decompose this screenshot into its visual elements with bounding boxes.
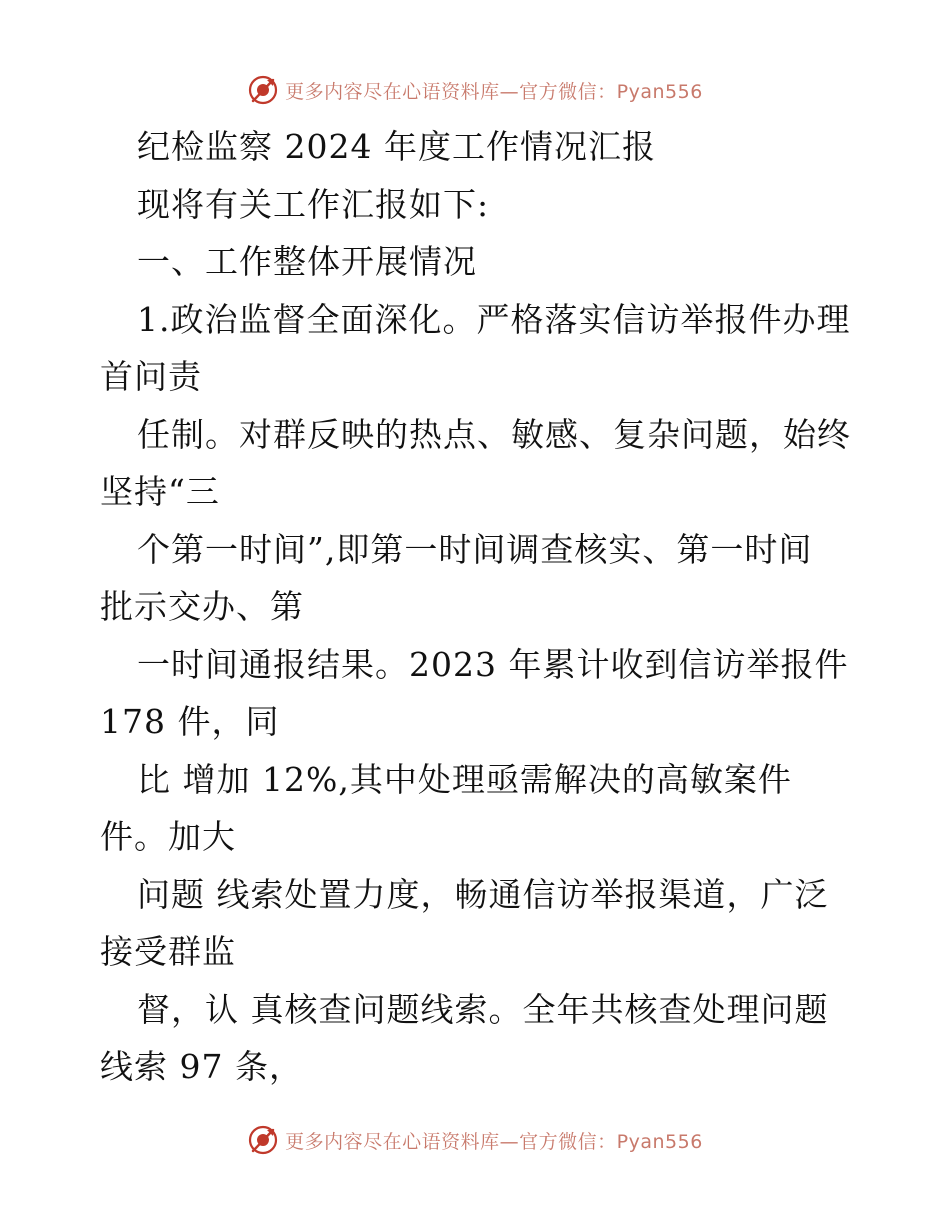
document-body xyxy=(100,118,860,1096)
text-line: 比 增加 12%,其中处理亟需解决的高敏案件 xyxy=(137,759,792,799)
header-watermark xyxy=(0,70,950,110)
text-line: 问题 线索处置力度，畅通信访举报渠道，广泛 xyxy=(137,874,829,914)
quill-logo-icon xyxy=(247,74,279,106)
text-line: 178 件，同 xyxy=(100,702,280,741)
text-line: 线索 97 条， xyxy=(100,1047,303,1086)
text-line: 1.政治监督全面深化。严格落实信访举报件办理 xyxy=(137,299,851,339)
text-line: 督，认 真核查问题线索。全年共核查处理问题 xyxy=(137,989,829,1029)
watermark-text: 更多内容尽在心语资料库—官方微信：Pyan556 xyxy=(285,1130,703,1153)
text-line: 一时间通报结果。2023 年累计收到信访举报件 xyxy=(137,644,849,684)
text-line: 现将有关工作汇报如下: xyxy=(137,184,490,224)
text-line: 任制。对群反映的热点、敏感、复杂问题，始终 xyxy=(137,414,851,454)
section-heading: 一、工作整体开展情况 xyxy=(137,242,477,281)
watermark-text: 更多内容尽在心语资料库—官方微信：Pyan556 xyxy=(285,80,703,103)
text-line: 坚持“三 xyxy=(100,472,220,511)
document-title: 纪检监察 2024 年度工作情况汇报 xyxy=(137,127,656,166)
text-line: 个第一时间”,即第一时间调查核实、第一时间 xyxy=(137,529,813,569)
text-line: 接受群监 xyxy=(100,932,236,971)
quill-logo-icon xyxy=(247,1124,279,1156)
text-line: 首问责 xyxy=(100,357,202,396)
text-line: 批示交办、第 xyxy=(100,587,304,626)
text-line: 件。加大 xyxy=(100,817,236,856)
footer-watermark xyxy=(0,1120,950,1160)
